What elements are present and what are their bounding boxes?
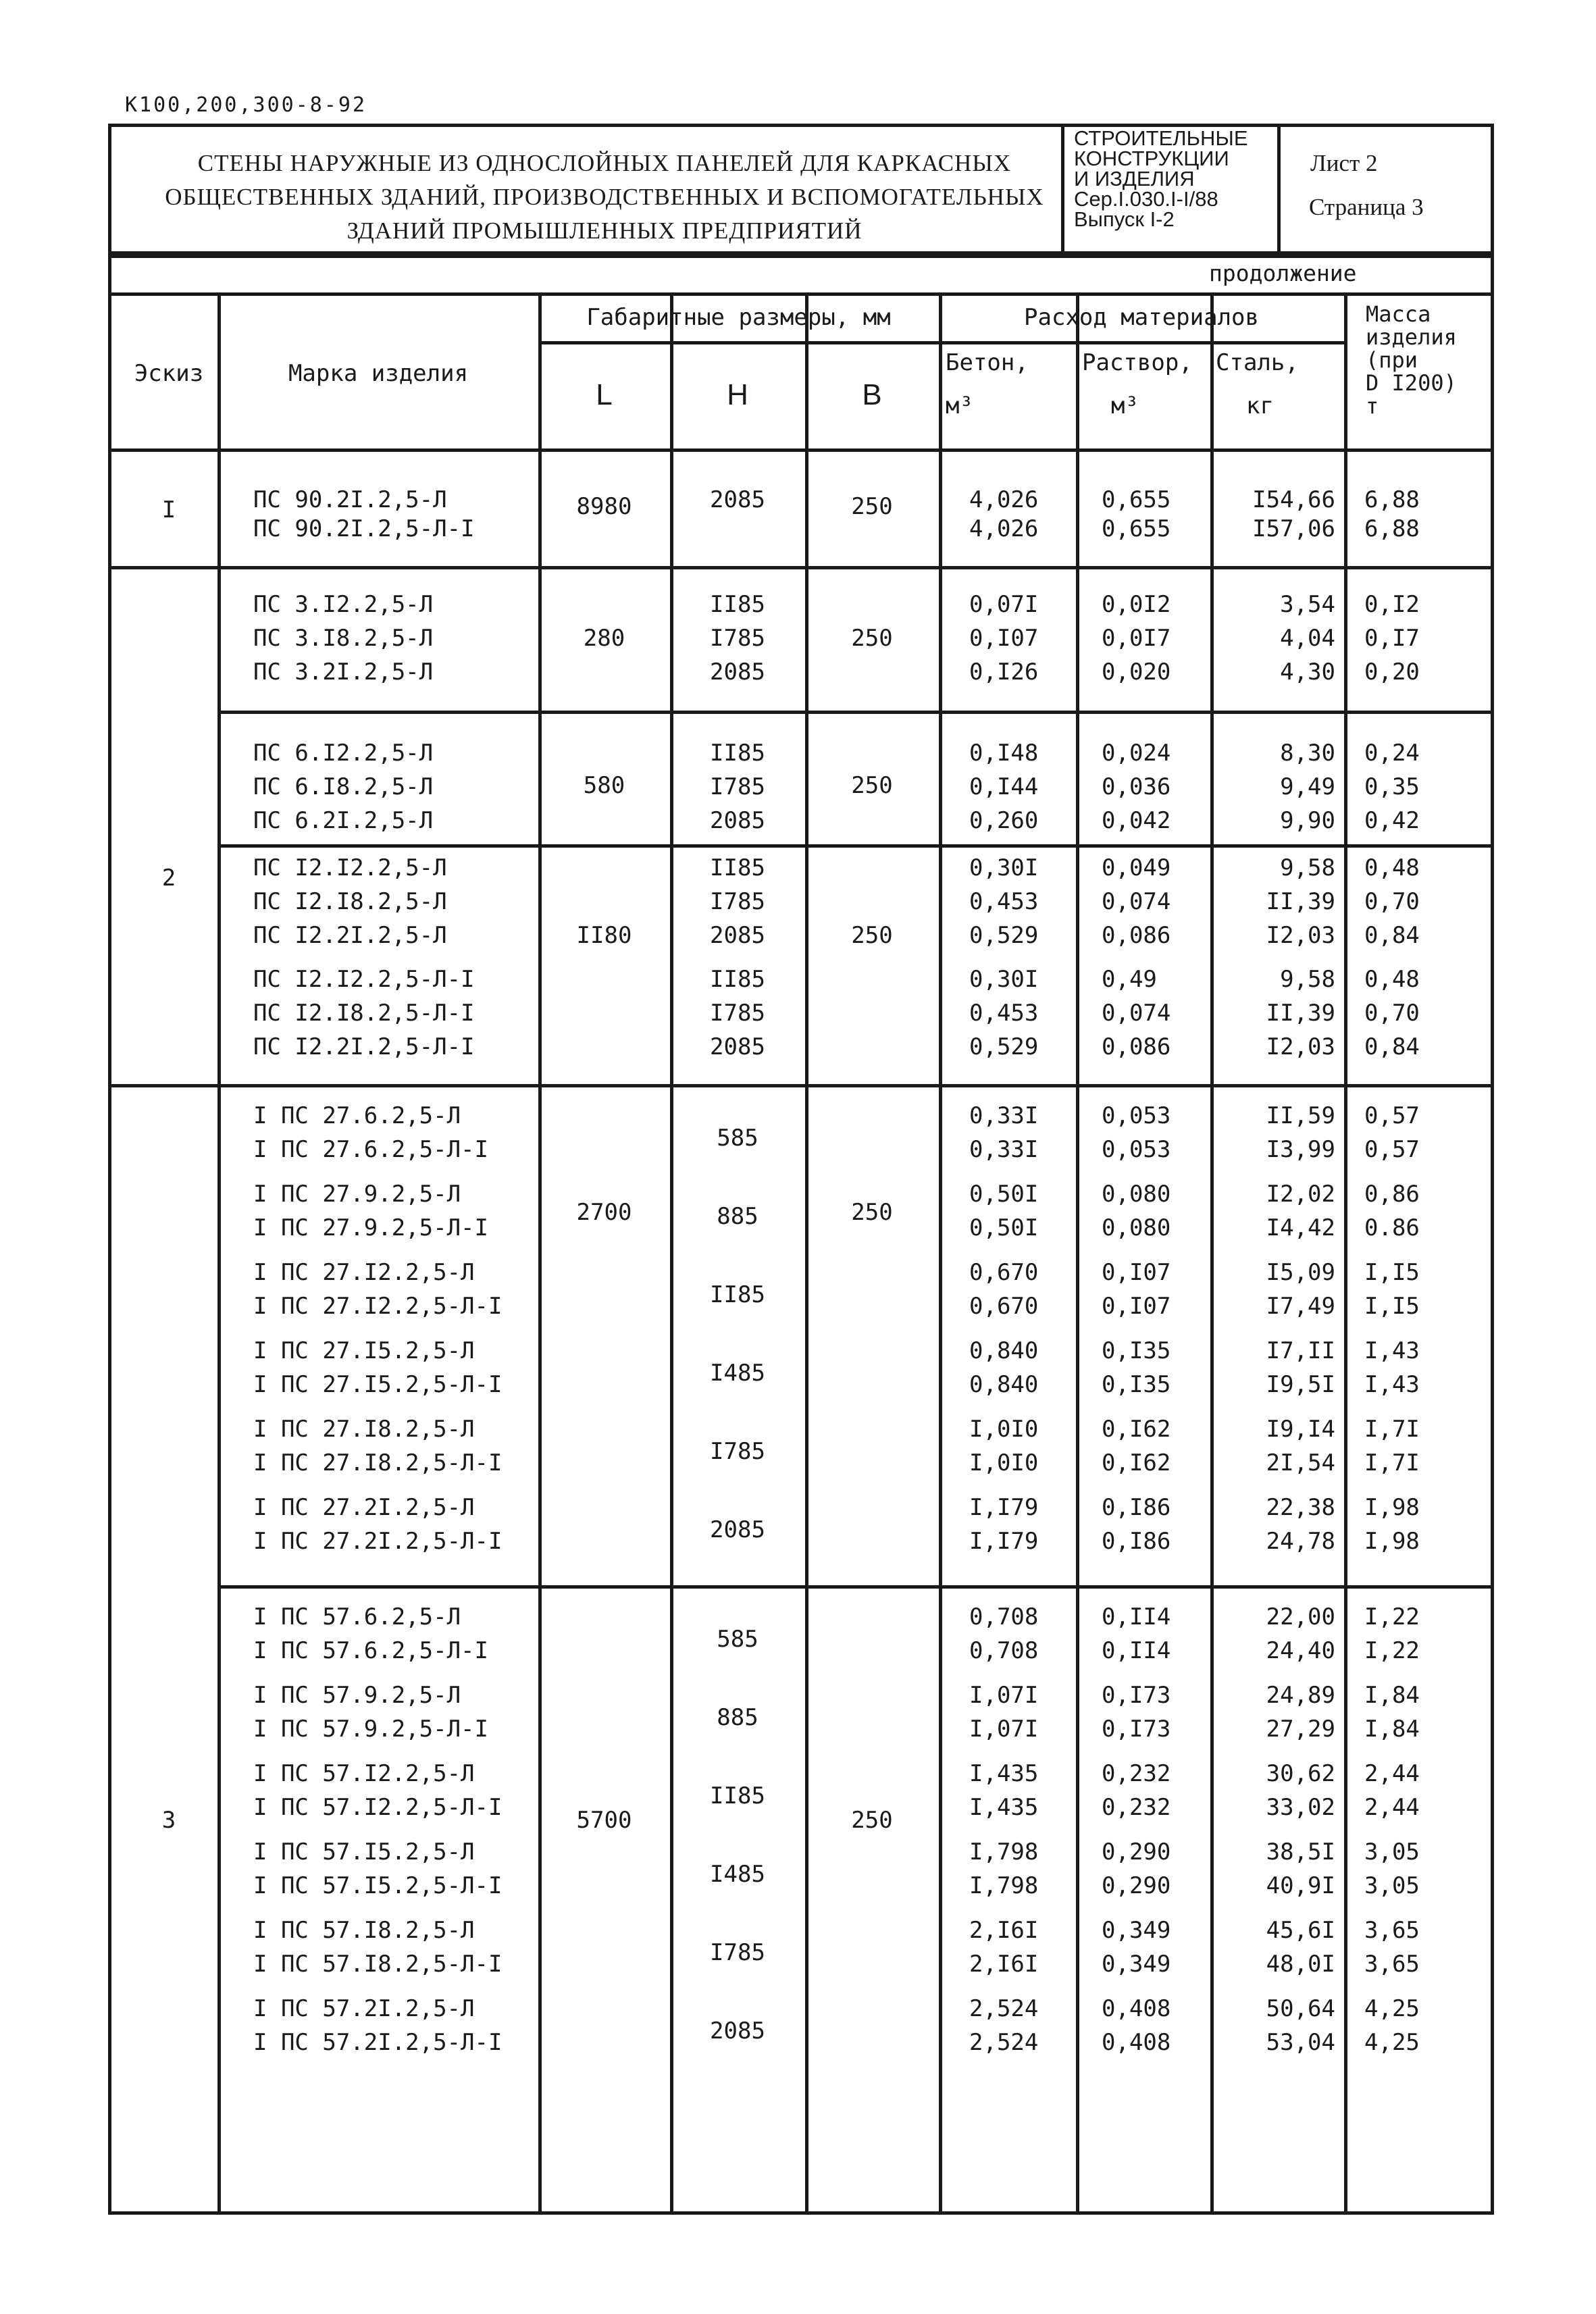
cell-mass: 0,35 [1364, 773, 1420, 800]
cell-H: 885 [717, 1704, 758, 1731]
cell-H: 2085 [710, 922, 765, 949]
cell-mass: I,22 [1364, 1603, 1420, 1630]
cell-mortar: 0,080 [1102, 1181, 1171, 1208]
cell-mass: 0,48 [1364, 854, 1420, 881]
cell-mortar: 0,408 [1102, 1995, 1171, 2022]
cell-steel: 38,5I [1266, 1839, 1335, 1866]
cell-steel: 3,54 [1280, 591, 1335, 618]
header-mass-line: Масса [1366, 301, 1431, 327]
cell-mark: I ПС 57.I5.2,5-Л-I [253, 1872, 503, 1899]
cell-mortar: 0,086 [1102, 922, 1171, 949]
cell-B: 250 [851, 1807, 893, 1834]
cell-H: I785 [710, 773, 765, 800]
cell-H: I485 [710, 1360, 765, 1387]
cell-mark: ПС 90.2I.2,5-Л [253, 486, 447, 513]
cell-mark: ПС I2.I8.2,5-Л [253, 888, 447, 915]
cell-mark: I ПС 57.I5.2,5-Л [253, 1839, 475, 1866]
cell-mass: I,I5 [1364, 1259, 1420, 1286]
cell-mark: ПС I2.I8.2,5-Л-I [253, 1000, 475, 1027]
cell-steel: 48,0I [1266, 1951, 1335, 1978]
header-mark: Марка изделия [288, 360, 469, 387]
cell-mark: I ПС 57.2I.2,5-Л [253, 1995, 475, 2022]
cell-mark: I ПС 27.9.2,5-Л [253, 1181, 461, 1208]
cell-mass: I,98 [1364, 1494, 1420, 1521]
cell-mass: 0,20 [1364, 659, 1420, 686]
header-H: H [727, 378, 748, 411]
cell-mortar: 0,232 [1102, 1794, 1171, 1821]
cell-L: 580 [583, 772, 625, 799]
cell-mortar: 0,053 [1102, 1102, 1171, 1129]
cell-mortar: 0,655 [1102, 515, 1171, 542]
cell-steel: 45,6I [1266, 1917, 1335, 1944]
cell-concrete: 0,I48 [969, 740, 1039, 767]
cell-concrete: 0,453 [969, 888, 1039, 915]
cell-H: I785 [710, 1438, 765, 1465]
cell-L: II80 [576, 922, 632, 949]
cell-mass: 0.86 [1364, 1214, 1420, 1241]
cell-mass: 3,65 [1364, 1951, 1420, 1978]
cell-mass: I,84 [1364, 1716, 1420, 1743]
header-mortar: Раствор, [1082, 349, 1193, 376]
cell-concrete: 0,07I [969, 591, 1039, 618]
cell-mass: 0,86 [1364, 1181, 1420, 1208]
header-B: B [862, 378, 882, 411]
cell-H: 585 [717, 1626, 758, 1653]
cell-mortar: 0,024 [1102, 740, 1171, 767]
cell-steel: 50,64 [1266, 1995, 1335, 2022]
cell-steel: I2,03 [1266, 922, 1335, 949]
cell-mortar: 0,I35 [1102, 1371, 1171, 1398]
cell-mortar: 0,I62 [1102, 1449, 1171, 1476]
cell-concrete: I,0I0 [969, 1416, 1039, 1443]
cell-steel: I4,42 [1266, 1214, 1335, 1241]
cell-mortar: 0,I86 [1102, 1494, 1171, 1521]
cell-mass: 0,57 [1364, 1102, 1420, 1129]
header-mass-line: т [1366, 393, 1379, 419]
cell-mortar: 0,II4 [1102, 1637, 1171, 1664]
cell-mark: I ПС 27.I2.2,5-Л [253, 1259, 475, 1286]
cell-concrete: 2,524 [969, 1995, 1039, 2022]
cell-mass: I,98 [1364, 1528, 1420, 1555]
cell-steel: I2,03 [1266, 1033, 1335, 1060]
cell-mass: I,84 [1364, 1682, 1420, 1709]
cell-H: I785 [710, 1000, 765, 1027]
cell-mortar: 0,053 [1102, 1136, 1171, 1163]
title-line: ЗДАНИЙ ПРОМЫШЛЕННЫХ ПРЕДПРИЯТИЙ [346, 217, 863, 244]
cell-B: 250 [851, 922, 893, 949]
cell-steel: I2,02 [1266, 1181, 1335, 1208]
grid-line [939, 292, 942, 2215]
sketch-label: 2 [161, 865, 176, 892]
cell-concrete: 0,50I [969, 1214, 1039, 1241]
cell-H: I785 [710, 1939, 765, 1966]
continuation-label: продолжение [1209, 260, 1357, 286]
cell-concrete: 0,260 [969, 807, 1039, 834]
grid-line [1344, 292, 1347, 2215]
cell-mortar: 0,I62 [1102, 1416, 1171, 1443]
cell-concrete: 0,33I [969, 1102, 1039, 1129]
cell-concrete: 0,I44 [969, 773, 1039, 800]
cell-steel: 24,40 [1266, 1637, 1335, 1664]
cell-steel: I54,66 [1252, 486, 1335, 513]
cell-steel: II,39 [1266, 1000, 1335, 1027]
cell-mass: 3,65 [1364, 1917, 1420, 1944]
cell-mass: 6,88 [1364, 515, 1420, 542]
cell-B: 250 [851, 625, 893, 652]
cell-mortar: 0,049 [1102, 854, 1171, 881]
cell-mark: I ПС 27.6.2,5-Л-I [253, 1136, 488, 1163]
cell-mass: 0,I2 [1364, 591, 1420, 618]
cell-mark: I ПС 57.I2.2,5-Л [253, 1760, 475, 1787]
cell-mark: I ПС 57.6.2,5-Л-I [253, 1637, 488, 1664]
sheet-number: Лист 2 [1310, 150, 1378, 176]
cell-concrete: 0,708 [969, 1603, 1039, 1630]
cell-mortar: 0,0I7 [1102, 625, 1171, 652]
cell-concrete: I,0I0 [969, 1449, 1039, 1476]
page-number: Страница 3 [1309, 194, 1424, 220]
grid-line [538, 292, 542, 2215]
cell-mortar: 0,349 [1102, 1951, 1171, 1978]
cell-mark: ПС 6.I8.2,5-Л [253, 773, 434, 800]
document-title [162, 147, 1047, 248]
cell-mark: I ПС 27.I5.2,5-Л-I [253, 1371, 503, 1398]
document-code: К100,200,300-8-92 [125, 93, 367, 117]
cell-L: 8980 [576, 493, 632, 520]
cell-mass: 0,42 [1364, 807, 1420, 834]
cell-mass: I,43 [1364, 1371, 1420, 1398]
cell-concrete: I,798 [969, 1839, 1039, 1866]
cell-mark: ПС 3.I8.2,5-Л [253, 625, 434, 652]
grid-line [217, 292, 221, 2215]
cell-concrete: 0,33I [969, 1136, 1039, 1163]
cell-mass: I,22 [1364, 1637, 1420, 1664]
cell-concrete: 0,840 [969, 1337, 1039, 1364]
cell-mass: 0,57 [1364, 1136, 1420, 1163]
cell-concrete: 2,I6I [969, 1951, 1039, 1978]
header-mass-line: (при [1366, 347, 1418, 373]
cell-concrete: I,435 [969, 1760, 1039, 1787]
cell-concrete: I,07I [969, 1716, 1039, 1743]
grid-line [108, 566, 1494, 569]
cell-mass: 0,48 [1364, 966, 1420, 993]
cell-mortar: 0,349 [1102, 1917, 1171, 1944]
cell-H: 885 [717, 1203, 758, 1230]
cell-mass: 0,I7 [1364, 625, 1420, 652]
sketch-label: 3 [161, 1807, 176, 1834]
cell-concrete: 0,453 [969, 1000, 1039, 1027]
title-line: ОБЩЕСТВЕННЫХ ЗДАНИЙ, ПРОИЗВОДСТВЕННЫХ И ВСПОМОГАТЕЛЬНЫХ [165, 184, 1044, 210]
cell-concrete: 0,670 [969, 1259, 1039, 1286]
header-mass-line: изделия [1366, 324, 1457, 350]
cell-mark: ПС 90.2I.2,5-Л-I [253, 515, 475, 542]
cell-steel: I9,5I [1266, 1371, 1335, 1398]
cell-steel: I5,09 [1266, 1259, 1335, 1286]
cell-steel: 8,30 [1280, 740, 1335, 767]
title-line: СТЕНЫ НАРУЖНЫЕ ИЗ ОДНОСЛОЙНЫХ ПАНЕЛЕЙ ДЛЯ КАРКАСНЫХ [197, 150, 1012, 176]
cell-concrete: 0,529 [969, 1033, 1039, 1060]
cell-steel: 24,89 [1266, 1682, 1335, 1709]
cell-concrete: 4,026 [969, 515, 1039, 542]
cell-steel: I7,49 [1266, 1293, 1335, 1320]
header-concrete: Бетон, [946, 349, 1029, 376]
cell-concrete: I,I79 [969, 1494, 1039, 1521]
cell-mass: I,43 [1364, 1337, 1420, 1364]
cell-H: II85 [710, 966, 765, 993]
title-divider [1277, 124, 1281, 255]
header-steel: Сталь, [1216, 349, 1299, 376]
cell-mass: 0,84 [1364, 922, 1420, 949]
cell-mark: ПС I2.I2.2,5-Л [253, 854, 447, 881]
cell-mass: 2,44 [1364, 1760, 1420, 1787]
cell-mortar: 0,080 [1102, 1214, 1171, 1241]
cell-steel: 2I,54 [1266, 1449, 1335, 1476]
cell-steel: 9,90 [1280, 807, 1335, 834]
cell-H: 2085 [710, 659, 765, 686]
cell-H: 2085 [710, 2017, 765, 2045]
cell-B: 250 [851, 772, 893, 799]
cell-mark: I ПС 27.2I.2,5-Л [253, 1494, 475, 1521]
cell-concrete: 0,I26 [969, 659, 1039, 686]
cell-H: 2085 [710, 807, 765, 834]
cell-mass: I,I5 [1364, 1293, 1420, 1320]
cell-H: 2085 [710, 1516, 765, 1543]
cell-mark: I ПС 57.I2.2,5-Л-I [253, 1794, 503, 1821]
cell-mark: ПС 3.2I.2,5-Л [253, 659, 434, 686]
cell-mortar: 0,655 [1102, 486, 1171, 513]
header-mortar-unit: м³ [1111, 392, 1139, 419]
cell-steel: II,39 [1266, 888, 1335, 915]
grid-line [939, 341, 1344, 344]
header-dims: Габаритные размеры, мм [586, 304, 891, 331]
grid-line [217, 711, 1494, 714]
cell-mass: 0,70 [1364, 1000, 1420, 1027]
cell-H: I485 [710, 1861, 765, 1888]
grid-line [670, 292, 673, 2215]
cell-mark: ПС 6.2I.2,5-Л [253, 807, 434, 834]
cell-steel: 22,38 [1266, 1494, 1335, 1521]
cell-H: II85 [710, 740, 765, 767]
cell-concrete: I,I79 [969, 1528, 1039, 1555]
series-line: КОНСТРУКЦИИ [1074, 147, 1229, 170]
cell-steel: 9,58 [1280, 966, 1335, 993]
cell-mark: ПС 6.I2.2,5-Л [253, 740, 434, 767]
series-line: И ИЗДЕЛИЯ [1074, 167, 1195, 190]
cell-B: 250 [851, 1199, 893, 1226]
header-materials: Расход материалов [1024, 304, 1259, 331]
cell-mass: 4,25 [1364, 2029, 1420, 2056]
header-L: L [596, 378, 613, 411]
cell-mass: 6,88 [1364, 486, 1420, 513]
cell-mark: I ПС 27.I8.2,5-Л [253, 1416, 475, 1443]
cell-mark: I ПС 27.6.2,5-Л [253, 1102, 461, 1129]
series-info [1074, 128, 1277, 230]
cell-mortar: 0,042 [1102, 807, 1171, 834]
grid-line [217, 844, 1494, 848]
cell-concrete: 0,840 [969, 1371, 1039, 1398]
cell-steel: 30,62 [1266, 1760, 1335, 1787]
cell-mortar: 0,290 [1102, 1872, 1171, 1899]
cell-mortar: 0,408 [1102, 2029, 1171, 2056]
cell-steel: 53,04 [1266, 2029, 1335, 2056]
cell-mass: 0,84 [1364, 1033, 1420, 1060]
cell-concrete: 0,I07 [969, 625, 1039, 652]
cell-mortar: 0,020 [1102, 659, 1171, 686]
cell-concrete: I,07I [969, 1682, 1039, 1709]
cell-concrete: 0,529 [969, 922, 1039, 949]
cell-mass: 3,05 [1364, 1839, 1420, 1866]
cell-mortar: 0,I73 [1102, 1682, 1171, 1709]
cell-mass: 2,44 [1364, 1794, 1420, 1821]
cell-concrete: 0,30I [969, 854, 1039, 881]
cell-steel: I9,I4 [1266, 1416, 1335, 1443]
cell-L: 5700 [576, 1807, 632, 1834]
cell-H: 2085 [710, 486, 765, 513]
cell-H: II85 [710, 1782, 765, 1809]
header-steel-unit: кг [1246, 392, 1274, 419]
cell-mass: I,7I [1364, 1449, 1420, 1476]
cell-mark: I ПС 57.6.2,5-Л [253, 1603, 461, 1630]
cell-concrete: 0,50I [969, 1181, 1039, 1208]
grid-line [538, 341, 939, 344]
cell-mortar: 0,I07 [1102, 1293, 1171, 1320]
header-mass-line: D I200) [1366, 370, 1457, 396]
cell-concrete: 2,524 [969, 2029, 1039, 2056]
grid-line [805, 292, 808, 2215]
title-divider [1061, 124, 1064, 255]
cell-H: 585 [717, 1125, 758, 1152]
cell-mark: I ПС 27.I8.2,5-Л-I [253, 1449, 503, 1476]
cell-mass: 3,05 [1364, 1872, 1420, 1899]
cell-steel: 24,78 [1266, 1528, 1335, 1555]
cell-L: 2700 [576, 1199, 632, 1226]
cell-mass: 0,24 [1364, 740, 1420, 767]
cell-H: II85 [710, 1281, 765, 1308]
cell-mark: I ПС 27.2I.2,5-Л-I [253, 1528, 503, 1555]
cell-concrete: I,798 [969, 1872, 1039, 1899]
cell-mortar: 0,I86 [1102, 1528, 1171, 1555]
header-concrete-unit: м³ [946, 392, 973, 419]
cell-concrete: I,435 [969, 1794, 1039, 1821]
cell-mark: I ПС 57.I8.2,5-Л-I [253, 1951, 503, 1978]
cell-L: 280 [583, 625, 625, 652]
cell-steel: 33,02 [1266, 1794, 1335, 1821]
cell-mark: I ПС 27.9.2,5-Л-I [253, 1214, 488, 1241]
series-line: Выпуск I-2 [1074, 207, 1175, 231]
cell-mortar: 0,I07 [1102, 1259, 1171, 1286]
cell-mass: 4,25 [1364, 1995, 1420, 2022]
cell-steel: I3,99 [1266, 1136, 1335, 1163]
cell-steel: 4,30 [1280, 659, 1335, 686]
cell-steel: 40,9I [1266, 1872, 1335, 1899]
cell-mass: I,7I [1364, 1416, 1420, 1443]
cell-mark: I ПС 27.I2.2,5-Л-I [253, 1293, 503, 1320]
sketch-label: I [161, 496, 176, 523]
grid-line [108, 292, 1494, 296]
cell-H: I785 [710, 888, 765, 915]
cell-mortar: 0,49 [1102, 966, 1157, 993]
cell-steel: 27,29 [1266, 1716, 1335, 1743]
cell-mark: ПС I2.2I.2,5-Л [253, 922, 447, 949]
cell-mortar: 0,074 [1102, 888, 1171, 915]
cell-mark: I ПС 57.9.2,5-Л [253, 1682, 461, 1709]
grid-line [108, 1084, 1494, 1087]
cell-B: 250 [851, 493, 893, 520]
cell-mortar: 0,290 [1102, 1839, 1171, 1866]
cell-mortar: 0,232 [1102, 1760, 1171, 1787]
cell-mark: I ПС 57.2I.2,5-Л-I [253, 2029, 503, 2056]
cell-H: II85 [710, 591, 765, 618]
cell-steel: 9,49 [1280, 773, 1335, 800]
cell-mark: I ПС 57.9.2,5-Л-I [253, 1716, 488, 1743]
cell-mortar: 0,036 [1102, 773, 1171, 800]
cell-mark: ПС I2.I2.2,5-Л-I [253, 966, 475, 993]
cell-steel: 4,04 [1280, 625, 1335, 652]
cell-concrete: 2,I6I [969, 1917, 1039, 1944]
cell-mark: ПС I2.2I.2,5-Л-I [253, 1033, 475, 1060]
grid-line [217, 1585, 1494, 1589]
cell-mortar: 0,086 [1102, 1033, 1171, 1060]
cell-H: II85 [710, 854, 765, 881]
cell-steel: 22,00 [1266, 1603, 1335, 1630]
cell-concrete: 0,30I [969, 966, 1039, 993]
cell-mortar: 0,I73 [1102, 1716, 1171, 1743]
cell-concrete: 0,670 [969, 1293, 1039, 1320]
series-line: СТРОИТЕЛЬНЫЕ [1074, 126, 1248, 150]
series-line: Сер.I.030.I-I/88 [1074, 187, 1218, 211]
cell-mortar: 0,II4 [1102, 1603, 1171, 1630]
cell-concrete: 4,026 [969, 486, 1039, 513]
cell-mark: ПС 3.I2.2,5-Л [253, 591, 434, 618]
cell-mark: I ПС 27.I5.2,5-Л [253, 1337, 475, 1364]
cell-steel: I57,06 [1252, 515, 1335, 542]
cell-mass: 0,70 [1364, 888, 1420, 915]
cell-mark: I ПС 57.I8.2,5-Л [253, 1917, 475, 1944]
cell-mortar: 0,0I2 [1102, 591, 1171, 618]
header-sketch: Эскиз [134, 360, 204, 387]
cell-H: 2085 [710, 1033, 765, 1060]
grid-line [108, 448, 1494, 452]
cell-steel: 9,58 [1280, 854, 1335, 881]
cell-mortar: 0,I35 [1102, 1337, 1171, 1364]
cell-concrete: 0,708 [969, 1637, 1039, 1664]
cell-mortar: 0,074 [1102, 1000, 1171, 1027]
cell-H: I785 [710, 625, 765, 652]
cell-steel: II,59 [1266, 1102, 1335, 1129]
cell-steel: I7,II [1266, 1337, 1335, 1364]
